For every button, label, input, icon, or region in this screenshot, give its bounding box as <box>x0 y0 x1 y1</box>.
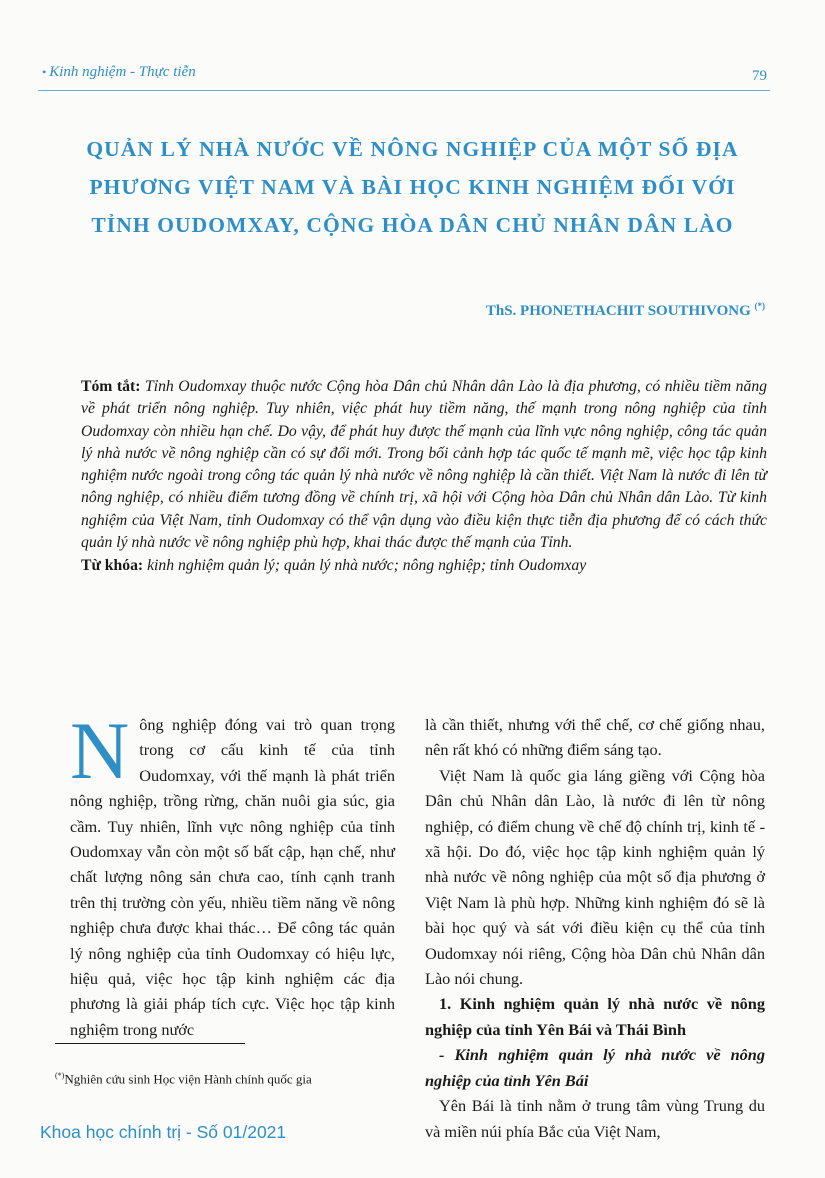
left-column <box>70 705 395 1042</box>
page-number: 79 <box>752 68 767 84</box>
abstract-paragraph <box>81 376 767 554</box>
header-rule <box>38 90 770 91</box>
keywords-paragraph <box>81 555 767 577</box>
intro-text: ông nghiệp đóng vai trò quan trọng trong cơ cấu kinh tế của tỉnh Oudomxay, với thế mạnh là phát triển nông nghiệp, trồng rừng, chăn nuôi gia súc, gia cầm. Tuy nhiên, lĩnh vực nông nghiệp của tỉnh Oudomxay vẫn còn một số bất cập, hạn chế, như chất lượng nông sản chưa cao, tính cạnh tranh trên thị trường còn yếu, nhiều tiềm năng về nông nghiệp chưa được khai thác… Để công tác quản lý nông nghiệp của tỉnh Oudomxay có hiệu lực, hiệu quả, việc học tập kinh nghiệm các địa phương là giải pháp tích cực. Việc học tập kinh nghiệm trong nước <box>70 715 395 1039</box>
author-line <box>486 301 765 320</box>
abstract <box>81 376 767 578</box>
section-label: Kinh nghiệm - Thực tiễn <box>49 64 196 80</box>
footnote-text: Nghiên cứu sinh Học viện Hành chính quốc gia <box>64 1071 312 1087</box>
section-heading: 1. Kinh nghiệm quản lý nhà nước về nông nghiệp của tỉnh Yên Bái và Thái Bình <box>425 994 765 1039</box>
title-line: PHƯƠNG VIỆT NAM VÀ BÀI HỌC KINH NGHIỆM ĐỐI VỚI <box>89 175 736 199</box>
body-paragraph: là cần thiết, nhưng với thể chế, cơ chế giống nhau, nên rất khó có những điểm sáng tạo. <box>425 715 765 760</box>
subsection-heading: - Kinh nghiệm quản lý nhà nước về nông nghiệp của tỉnh Yên Bái <box>425 1045 765 1090</box>
body-paragraph: Việt Nam là quốc gia láng giềng với Cộng hòa Dân chủ Nhân dân Lào, là nước đi lên từ nông nghiệp, có điểm chung về chế độ chính trị, kinh tế - xã hội. Do đó, việc học tập kinh nghiệm quản lý nhà nước về nông nghiệp của một số địa phương ở Việt Nam là phù hợp. Những kinh nghiệm đó sẽ là bài học quý và sát với điều kiện cụ thể của tỉnh Oudomxay nói riêng, Cộng hòa Dân chủ Nhân dân Lào nói chung. <box>425 765 765 989</box>
body-paragraph: Yên Bái là tỉnh nằm ở trung tâm vùng Trung du và miền núi phía Bắc của Việt Nam, <box>425 1096 765 1141</box>
journal-footer: Khoa học chính trị - Số 01/2021 <box>40 1122 287 1142</box>
keywords-label: Từ khóa: <box>81 557 144 575</box>
right-column <box>425 712 765 1144</box>
abstract-text: Tỉnh Oudomxay thuộc nước Cộng hòa Dân chủ Nhân dân Lào là địa phương, có nhiều tiềm năng về phát triển nông nghiệp. Tuy nhiên, việc phát huy tiềm năng, thế mạnh trong nông nghiệp của tỉnh Oudomxay còn nhiều hạn chế. Do vậy, để phát huy được thế mạnh của lĩnh vực nông nghiệp, công tác quản lý nhà nước về nông nghiệp cần có sự đổi mới. Trong bối cảnh hợp tác quốc tế mạnh mẽ, việc học tập kinh nghiệm nước ngoài trong công tác quản lý nhà nước về nông nghiệp là cần thiết. Việt Nam là nước đi lên từ nông nghiệp, có nhiều điểm tương đồng về chính trị, xã hội với Cộng hòa Dân chủ Nhân dân Lào. Từ kinh nghiệm của Việt Nam, tỉnh Oudomxay có thể vận dụng vào điều kiện thực tiễn địa phương để có cách thức quản lý nhà nước về nông nghiệp phù hợp, khai thác được thế mạnh của Tỉnh. <box>81 378 768 552</box>
running-header-section <box>42 64 196 81</box>
title-line: TỈNH OUDOMXAY, CỘNG HÒA DÂN CHỦ NHÂN DÂN LÀO <box>91 213 734 237</box>
footnote-rule <box>55 1043 245 1044</box>
bullet-icon: • <box>42 65 47 79</box>
author-footnote-mark: (*) <box>754 301 765 311</box>
title-line: QUẢN LÝ NHÀ NƯỚC VỀ NÔNG NGHIỆP CỦA MỘT SỐ ĐỊA <box>86 137 739 161</box>
footnote-mark: (*) <box>55 1071 65 1080</box>
abstract-label: Tóm tắt: <box>81 378 141 395</box>
dropcap-letter: N <box>70 705 130 796</box>
intro-paragraph <box>70 705 395 1042</box>
keywords-text: kinh nghiệm quản lý; quản lý nhà nước; nông nghiệp; tỉnh Oudomxay <box>147 557 587 575</box>
author-name: ThS. PHONETHACHIT SOUTHIVONG <box>485 303 751 319</box>
footnote <box>55 1071 312 1087</box>
article-title <box>40 130 785 244</box>
